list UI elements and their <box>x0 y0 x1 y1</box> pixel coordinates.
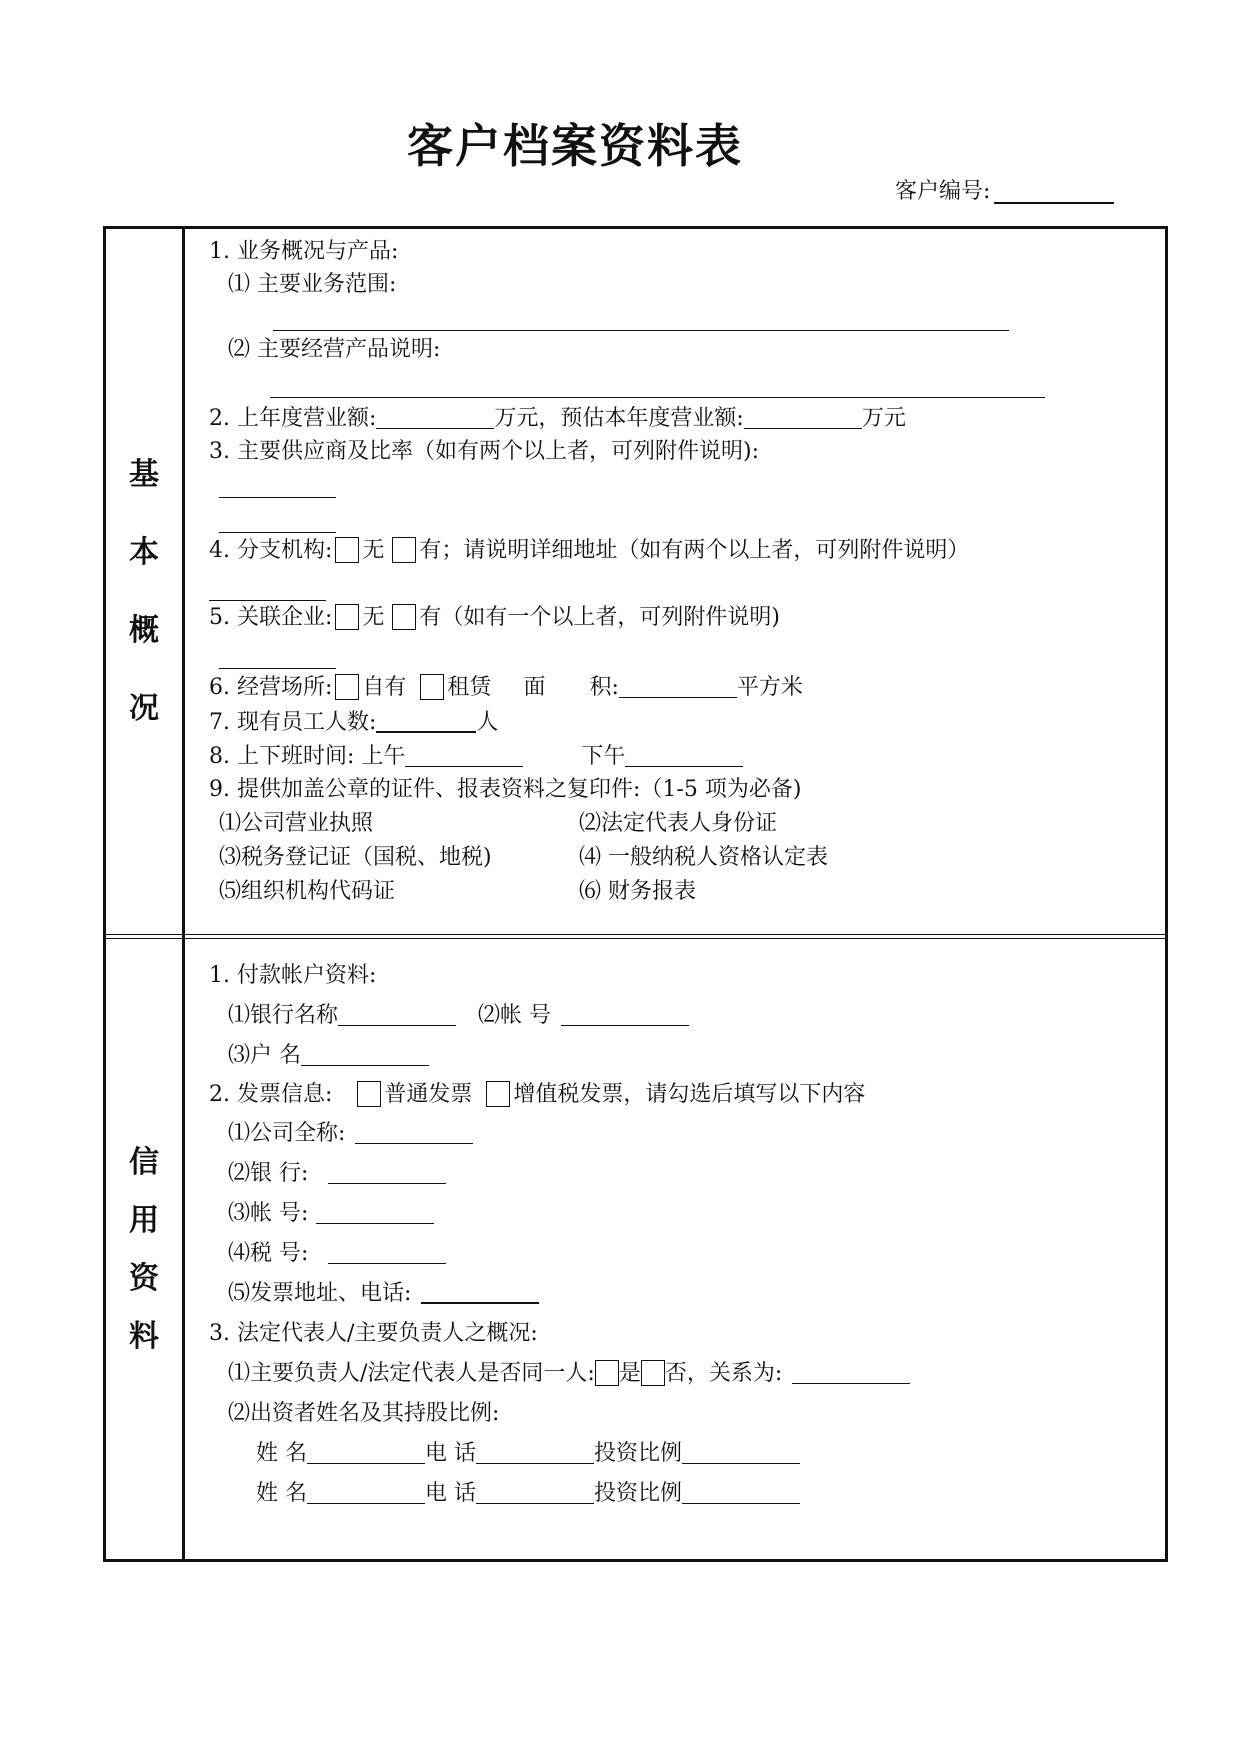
label: 自有 <box>362 675 407 700</box>
customer-number <box>895 174 1114 205</box>
customer-number-label: 客户编号: <box>895 179 991 204</box>
supplier-field-1[interactable] <box>219 497 336 498</box>
premises-lease-checkbox[interactable] <box>420 674 444 700</box>
label: 投资比例 <box>594 1481 683 1506</box>
basic-item-8 <box>209 743 743 771</box>
label: ⑸发票地址、电话: <box>228 1281 412 1306</box>
label: 姓 名 <box>256 1481 307 1506</box>
relationship-field[interactable] <box>792 1361 910 1384</box>
section-char: 基 <box>129 457 159 492</box>
label: 2. 上年度营业额: <box>209 406 377 431</box>
doc-item: ⑵法定代表人身份证 <box>579 811 778 836</box>
column-divider <box>182 229 185 1559</box>
label: 4. 分支机构: <box>209 538 333 563</box>
shareholder-ratio-field[interactable] <box>682 1441 800 1464</box>
label: 7. 现有员工人数: <box>209 710 377 735</box>
bank-name-field[interactable] <box>338 1003 456 1026</box>
label: 平方米 <box>736 675 803 700</box>
shareholder-name-field[interactable] <box>307 1481 425 1504</box>
section-char: 用 <box>129 1203 159 1238</box>
label: 有；请说明详细地址（如有两个以上者，可列附件说明） <box>419 538 970 563</box>
affiliate-field[interactable] <box>219 668 336 669</box>
shareholder-phone-field[interactable] <box>476 1441 594 1464</box>
doc-item: ⑶税务登记证（国税、地税) <box>219 845 492 870</box>
invoice-address-field[interactable] <box>421 1280 539 1304</box>
tax-number-field[interactable] <box>328 1241 446 1264</box>
section-divider <box>182 934 1165 939</box>
basic-item-5 <box>209 604 780 632</box>
area-field[interactable] <box>619 675 737 698</box>
label: ⑴主要负责人/法定代表人是否同一人: <box>228 1361 595 1386</box>
premises-own-checkbox[interactable] <box>335 674 359 700</box>
shareholder-phone-field[interactable] <box>476 1481 594 1504</box>
section-char: 况 <box>129 691 159 726</box>
shareholder-ratio-field[interactable] <box>682 1481 800 1504</box>
section-char: 本 <box>129 535 159 570</box>
invoice-address-row <box>228 1280 539 1308</box>
label: 万元 <box>861 406 906 431</box>
basic-item-6 <box>209 674 803 702</box>
company-name-field[interactable] <box>355 1121 473 1144</box>
page-title: 客户档案资料表 <box>407 119 743 173</box>
label: ⑵银 行: <box>228 1161 309 1186</box>
doc-item: ⑸组织机构代码证 <box>219 879 396 904</box>
label: 无 <box>362 538 385 563</box>
account-number-field[interactable] <box>561 1003 689 1026</box>
afternoon-time-field[interactable] <box>625 744 743 767</box>
business-scope-field[interactable] <box>273 330 1009 331</box>
section-label-basic <box>106 449 182 761</box>
label: 人 <box>476 710 499 735</box>
label: ⑴公司全称: <box>228 1121 346 1146</box>
normal-invoice-checkbox[interactable] <box>357 1081 381 1107</box>
basic-item-1-1: ⑴ 主要业务范围: <box>228 272 397 297</box>
section-label-credit <box>106 1137 182 1369</box>
label: ⑵帐 号 <box>478 1003 552 1028</box>
branch-none-checkbox[interactable] <box>335 537 359 563</box>
morning-time-field[interactable] <box>405 744 523 767</box>
label: 8. 上下班时间: 上午 <box>209 744 406 769</box>
label: ⑴银行名称 <box>228 1003 339 1028</box>
label: 积: <box>589 675 619 700</box>
invoice-bank-row <box>228 1160 446 1188</box>
representative-row <box>228 1360 910 1388</box>
label: 普通发票 <box>384 1082 473 1107</box>
basic-item-2 <box>209 405 906 433</box>
label: 2. 发票信息: <box>209 1082 333 1107</box>
basic-item-1-2: ⑵ 主要经营产品说明: <box>228 337 441 362</box>
supplier-field-2[interactable] <box>219 532 336 533</box>
section-char: 资 <box>129 1261 159 1296</box>
label: 5. 关联企业: <box>209 605 333 630</box>
shareholder-name-field[interactable] <box>307 1441 425 1464</box>
invoice-company-row <box>228 1120 473 1148</box>
basic-item-4 <box>209 537 969 565</box>
basic-item-1: 1. 业务概况与产品: <box>209 239 399 264</box>
customer-number-field[interactable] <box>994 178 1114 204</box>
label: 6. 经营场所: <box>209 675 333 700</box>
label: 否，关系为: <box>664 1361 783 1386</box>
form-frame <box>103 226 1168 1562</box>
credit-item-3: 3. 法定代表人/主要负责人之概况: <box>209 1321 538 1346</box>
section-char: 概 <box>129 613 159 648</box>
credit-item-3-2: ⑵出资者姓名及其持股比例: <box>228 1401 500 1426</box>
shareholder-row <box>256 1480 800 1508</box>
label: 姓 名 <box>256 1441 307 1466</box>
doc-item: ⑹ 财务报表 <box>579 879 696 904</box>
this-year-revenue-field[interactable] <box>744 406 862 429</box>
affiliate-yes-checkbox[interactable] <box>392 604 416 630</box>
section-char: 信 <box>129 1145 159 1180</box>
invoice-tax-row <box>228 1240 446 1268</box>
bank-account-row <box>228 1002 689 1030</box>
label: 无 <box>362 605 385 630</box>
label: 电 话 <box>425 1441 476 1466</box>
doc-item: ⑴公司营业执照 <box>219 811 374 836</box>
credit-item-2 <box>209 1081 865 1109</box>
shareholder-row <box>256 1440 800 1468</box>
credit-item-1: 1. 付款帐户资料: <box>209 963 377 988</box>
products-field[interactable] <box>270 397 1045 398</box>
same-person-no-checkbox[interactable] <box>641 1360 665 1386</box>
label: 投资比例 <box>594 1441 683 1466</box>
label: 租赁 <box>447 675 492 700</box>
affiliate-none-checkbox[interactable] <box>335 604 359 630</box>
branch-yes-checkbox[interactable] <box>392 537 416 563</box>
label: 电 话 <box>425 1481 476 1506</box>
same-person-yes-checkbox[interactable] <box>595 1360 619 1386</box>
invoice-account-row <box>228 1200 434 1228</box>
invoice-account-field[interactable] <box>316 1201 434 1224</box>
label: 面 <box>523 675 546 700</box>
account-name-field[interactable] <box>301 1043 429 1066</box>
last-year-revenue-field[interactable] <box>376 406 494 429</box>
label: 下午 <box>581 744 626 769</box>
label: ⑶户 名 <box>228 1043 301 1068</box>
vat-invoice-checkbox[interactable] <box>486 1081 510 1107</box>
invoice-bank-field[interactable] <box>328 1161 446 1184</box>
label: 是 <box>618 1361 641 1386</box>
label: 有（如有一个以上者，可列附件说明) <box>419 605 781 630</box>
doc-item: ⑷ 一般纳税人资格认定表 <box>579 845 828 870</box>
basic-item-9: 9. 提供加盖公章的证件、报表资料之复印件:（1-5 项为必备) <box>209 777 802 802</box>
branch-address-field[interactable] <box>209 600 326 601</box>
label: 增值税发票，请勾选后填写以下内容 <box>513 1082 866 1107</box>
label: 万元，预估本年度营业额: <box>494 406 744 431</box>
employee-count-field[interactable] <box>376 709 476 733</box>
basic-item-3: 3. 主要供应商及比率（如有两个以上者，可列附件说明): <box>209 439 759 464</box>
section-char: 料 <box>129 1319 159 1354</box>
account-name-row <box>228 1042 429 1070</box>
basic-item-7 <box>209 709 498 737</box>
label: ⑶帐 号: <box>228 1201 309 1226</box>
section-divider-left <box>106 934 182 939</box>
label: ⑷税 号: <box>228 1241 309 1266</box>
